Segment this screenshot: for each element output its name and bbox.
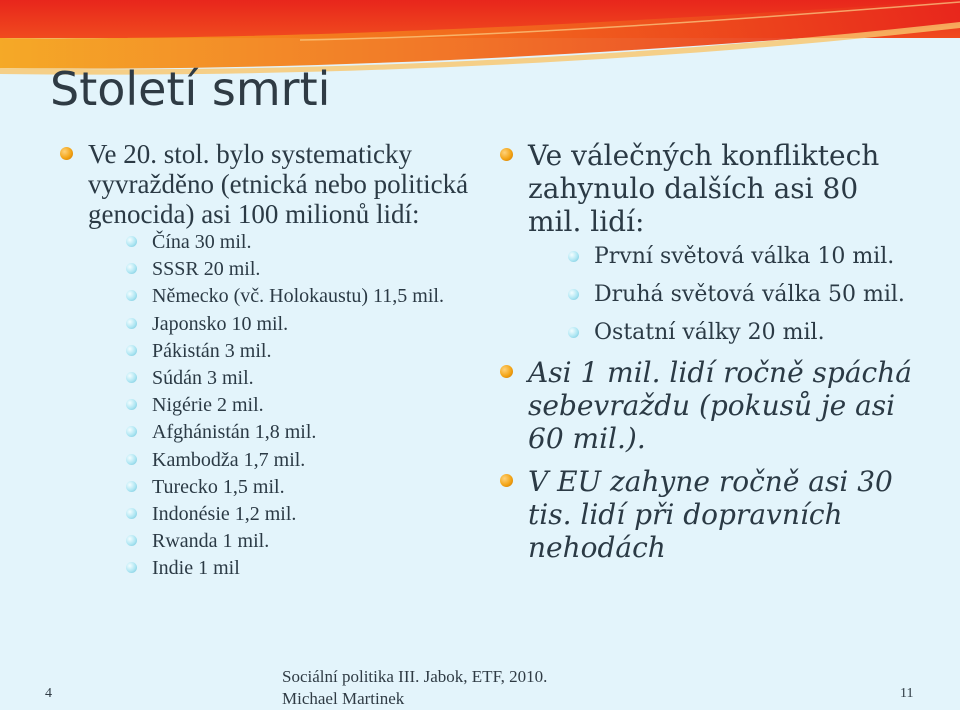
orange-bullet-icon xyxy=(500,474,513,487)
blue-bullet-icon xyxy=(126,318,137,329)
blue-bullet-icon xyxy=(126,290,137,301)
blue-bullet-icon xyxy=(126,236,137,247)
blue-bullet-icon xyxy=(126,372,137,383)
blue-bullet-icon xyxy=(568,289,579,300)
blue-bullet-icon xyxy=(126,426,137,437)
blue-bullet-icon xyxy=(126,508,137,519)
blue-bullet-icon xyxy=(126,454,137,465)
war-intro-text: Ve válečných konfliktech zahynulo dalších asi 80 mil. lidí: xyxy=(528,139,880,238)
list-item: Indie 1 mil xyxy=(126,555,480,582)
blue-bullet-icon xyxy=(126,263,137,274)
list-item: Nigérie 2 mil. xyxy=(126,392,480,419)
blue-bullet-icon xyxy=(126,535,137,546)
blue-bullet-icon xyxy=(568,327,579,338)
war-list xyxy=(528,242,920,348)
list-item: Japonsko 10 mil. xyxy=(126,311,480,338)
list-item: SSSR 20 mil. xyxy=(126,256,480,283)
list-item: Druhá světová válka 50 mil. xyxy=(568,280,920,310)
list-item: Německo (vč. Holokaustu) 11,5 mil. xyxy=(126,283,480,310)
orange-bullet-icon xyxy=(60,147,73,160)
list-item: Afghánistán 1,8 mil. xyxy=(126,419,480,446)
blue-bullet-icon xyxy=(568,251,579,262)
list-item: Rwanda 1 mil. xyxy=(126,528,480,555)
orange-bullet-icon xyxy=(500,365,513,378)
genocide-intro-text: Ve 20. stol. bylo systematicky vyvražděno (etnická nebo politická genocida) asi 100 milionů lidí: xyxy=(88,139,469,229)
orange-bullet-icon xyxy=(500,148,513,161)
suicide-item xyxy=(500,356,920,455)
suicide-text: Asi 1 mil. lidí ročně spáchá sebevraždu (pokusů je asi 60 mil.). xyxy=(528,356,912,455)
list-item: Čína 30 mil. xyxy=(126,229,480,256)
list-item: Turecko 1,5 mil. xyxy=(126,474,480,501)
list-item: Indonésie 1,2 mil. xyxy=(126,501,480,528)
genocide-country-list xyxy=(88,229,480,583)
list-item: Súdán 3 mil. xyxy=(126,365,480,392)
left-column xyxy=(60,139,480,583)
list-item: Ostatní války 20 mil. xyxy=(568,318,920,348)
blue-bullet-icon xyxy=(126,562,137,573)
list-item: Pákistán 3 mil. xyxy=(126,338,480,365)
blue-bullet-icon xyxy=(126,345,137,356)
footer xyxy=(282,666,547,710)
page-number-left: 4 xyxy=(45,686,52,701)
footer-course: Sociální politika III. Jabok, ETF, 2010. xyxy=(282,667,548,686)
traffic-text: V EU zahyne ročně asi 30 tis. lidí při dopravních nehodách xyxy=(528,465,893,564)
blue-bullet-icon xyxy=(126,399,137,410)
blue-bullet-icon xyxy=(126,481,137,492)
war-intro-item xyxy=(500,139,920,348)
footer-author: Michael Martinek xyxy=(282,689,405,708)
page-number-right: 11 xyxy=(900,686,914,701)
list-item: Kambodža 1,7 mil. xyxy=(126,447,480,474)
slide-title: Století smrti xyxy=(50,62,331,116)
genocide-intro-item xyxy=(60,139,480,583)
list-item: První světová válka 10 mil. xyxy=(568,242,920,272)
traffic-item xyxy=(500,465,920,564)
right-column xyxy=(500,139,920,564)
